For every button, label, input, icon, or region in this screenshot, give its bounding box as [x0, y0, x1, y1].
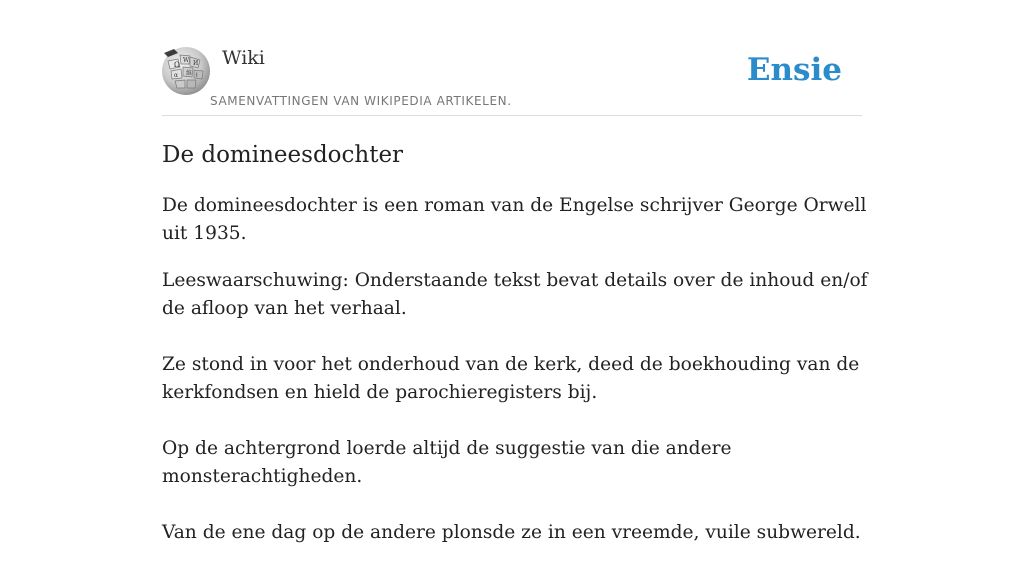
svg-text:α: α	[174, 72, 179, 79]
page-title: De domineesdochter	[162, 142, 404, 168]
page	[162, 0, 868, 543]
site-header	[162, 0, 862, 116]
wikipedia-globe-icon[interactable]	[162, 47, 210, 95]
site-tagline: SAMENVATTINGEN VAN WIKIPEDIA ARTIKELEN.	[210, 94, 512, 108]
svg-text:W: W	[183, 57, 190, 64]
svg-text:Ω: Ω	[174, 61, 180, 69]
article-paragraph: Van de ene dag op de andere plonsde ze in een vreemde, vuile subwereld.	[162, 522, 861, 543]
globe-graphic	[162, 47, 210, 95]
article-paragraph: Leeswaarschuwing: Onderstaande tekst bevat details over de inhoud en/of de afloop van het verhaal.	[162, 270, 868, 319]
article-paragraph: Ze stond in voor het onderhoud van de kerk, deed de boekhouding van de kerkfondsen en hield de parochieregisters bij.	[162, 354, 860, 403]
svg-text:И: И	[193, 60, 199, 67]
svg-text:維: 維	[186, 70, 193, 77]
ensie-brand-link[interactable]: Ensie	[746, 52, 842, 88]
article-paragraph: De domineesdochter is een roman van de Engelse schrijver George Orwell uit 1935.	[162, 195, 867, 244]
svg-text:ا: ا	[196, 72, 198, 79]
article-paragraph: Op de achtergrond loerde altijd de suggestie van die andere monsterachtigheden.	[162, 438, 732, 487]
article-body	[162, 192, 882, 566]
site-name-link[interactable]: Wiki	[222, 47, 265, 69]
